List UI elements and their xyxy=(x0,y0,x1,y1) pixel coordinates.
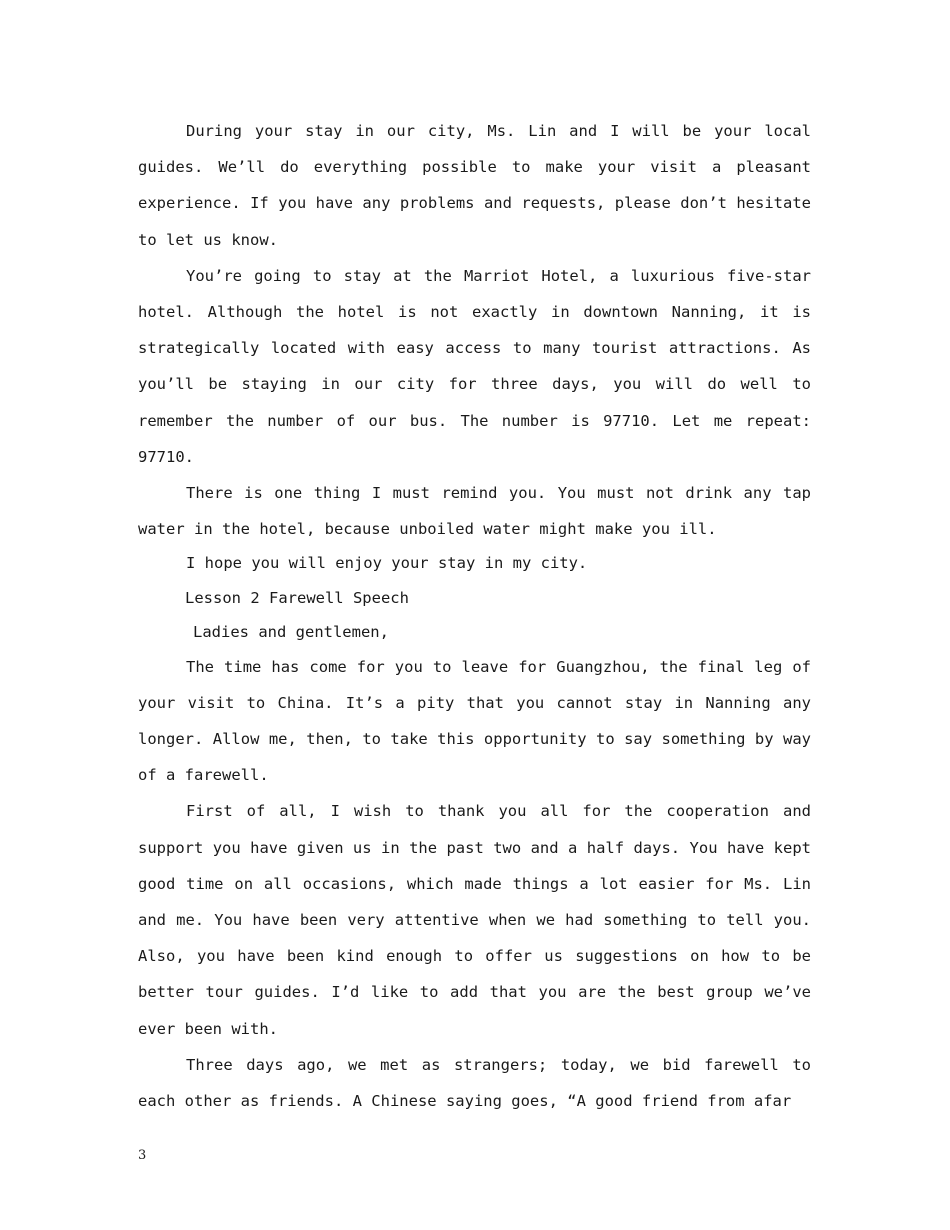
lesson-heading: Lesson 2 Farewell Speech xyxy=(185,588,409,607)
document-body xyxy=(138,113,811,1119)
paragraph-leave-for-guangzhou: The time has come for you to leave for Guangzhou, the final leg of your visit to China. It’s a pity that you cannot stay in Nanning any longer. Allow me, then, to take this opportunity to say something by way of a farewell. xyxy=(138,657,811,785)
paragraph-friends: Three days ago, we met as strangers; today, we bid farewell to each other as friends. A Chinese saying goes, “A good friend from afar xyxy=(138,1055,811,1111)
page-number: 3 xyxy=(138,1148,147,1163)
paragraph-hotel-and-bus: You’re going to stay at the Marriot Hotel, a luxurious five-star hotel. Although the hotel is not exactly in downtown Nanning, it is strategically located with easy access to many tourist attractions. As you’ll be staying in our city for three days, you will do well to remember the number of our bus. The number is 97710. Let me repeat: 97710. xyxy=(138,266,811,466)
paragraph-tap-water-warning: There is one thing I must remind you. You must not drink any tap water in the hotel, because unboiled water might make you ill. xyxy=(138,484,811,539)
paragraph-thanks: First of all, I wish to thank you all for the cooperation and support you have given us in the past two and a half days. You have kept good time on all occasions, which made things a lot easier for Ms. Lin and me. You have been very attentive when we had something to tell you. Also, you have been kind enough to offer us suggestions on how to be better tour guides. I’d like to add that you are the best group we’ve ever been with. xyxy=(138,802,811,1038)
salutation: Ladies and gentlemen, xyxy=(193,622,389,641)
paragraph-enjoy-stay: I hope you will enjoy your stay in my city. xyxy=(186,554,588,573)
paragraph-local-guides: During your stay in our city, Ms. Lin and I will be your local guides. We’ll do everything possible to make your visit a pleasant experience. If you have any problems and requests, please don’t hesitate to let us know. xyxy=(138,122,811,249)
